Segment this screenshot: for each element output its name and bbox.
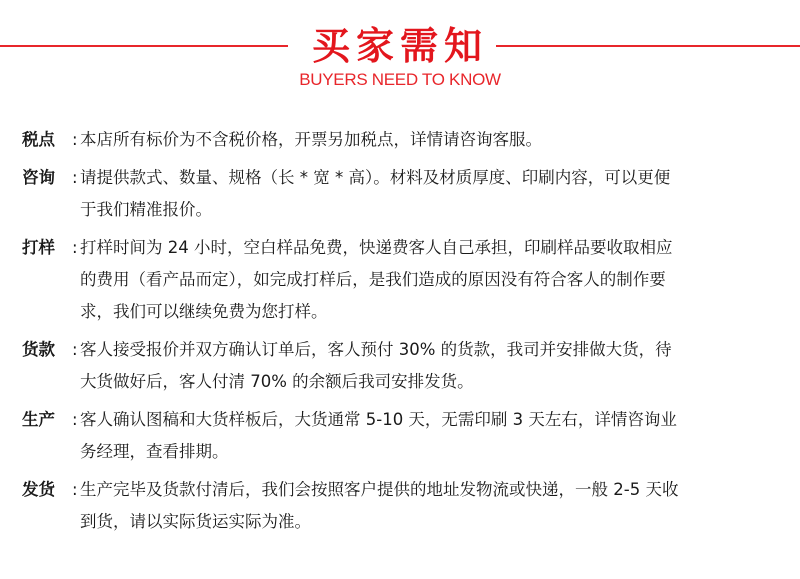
notice-label: 生产 — [22, 410, 55, 429]
notice-text-line: 求，我们可以继续免费为您打样。 — [80, 302, 328, 321]
notice-label: 打样 — [22, 238, 55, 257]
notice-text-line: 到货，请以实际货运实际为准。 — [80, 512, 311, 531]
notice-text-line: 客人接受报价并双方确认订单后，客人预付 30% 的货款，我司并安排做大货，待 — [80, 340, 672, 359]
notice-text — [80, 334, 792, 398]
notice-list — [22, 124, 792, 544]
notice-text — [80, 124, 792, 156]
notice-item — [22, 124, 792, 156]
notice-text — [80, 162, 792, 226]
notice-text — [80, 232, 792, 328]
notice-text — [80, 474, 792, 538]
notice-text-line: 务经理，查看排期。 — [80, 442, 229, 461]
colon-separator: : — [72, 480, 78, 499]
notice-text-line: 请提供款式、数量、规格（长 * 宽 * 高）。材料及材质厚度、印刷内容，可以更便 — [80, 168, 671, 187]
notice-item — [22, 334, 792, 398]
colon-separator: : — [72, 340, 78, 359]
colon-separator: : — [72, 238, 78, 257]
colon-separator: : — [72, 130, 78, 149]
notice-item — [22, 162, 792, 226]
colon-separator: : — [72, 168, 78, 187]
page-title: 买家需知 — [311, 24, 488, 68]
notice-text — [80, 404, 792, 468]
notice-item — [22, 232, 792, 328]
notice-item — [22, 474, 792, 538]
colon-separator: : — [72, 410, 78, 429]
notice-text-line: 的费用（看产品而定），如完成打样后，是我们造成的原因没有符合客人的制作要 — [80, 270, 666, 289]
notice-text-line: 本店所有标价为不含税价格，开票另加税点，详情请咨询客服。 — [80, 130, 542, 149]
notice-text-line: 生产完毕及货款付清后，我们会按照客户提供的地址发物流或快递，一般 2-5 天收 — [80, 480, 679, 499]
notice-label: 发货 — [22, 480, 55, 499]
notice-text-line: 大货做好后，客人付清 70% 的余额后我司安排发货。 — [80, 372, 474, 391]
notice-text-line: 于我们精准报价。 — [80, 200, 212, 219]
notice-text-line: 打样时间为 24 小时，空白样品免费，快递费客人自己承担，印刷样品要收取相应 — [80, 238, 673, 257]
notice-text-line: 客人确认图稿和大货样板后，大货通常 5-10 天，无需印刷 3 天左右，详情咨询业 — [80, 410, 677, 429]
notice-item — [22, 404, 792, 468]
notice-label: 咨询 — [22, 168, 55, 187]
notice-label: 货款 — [22, 340, 55, 359]
page-subtitle: BUYERS NEED TO KNOW — [299, 70, 501, 89]
notice-label: 税点 — [22, 130, 55, 149]
